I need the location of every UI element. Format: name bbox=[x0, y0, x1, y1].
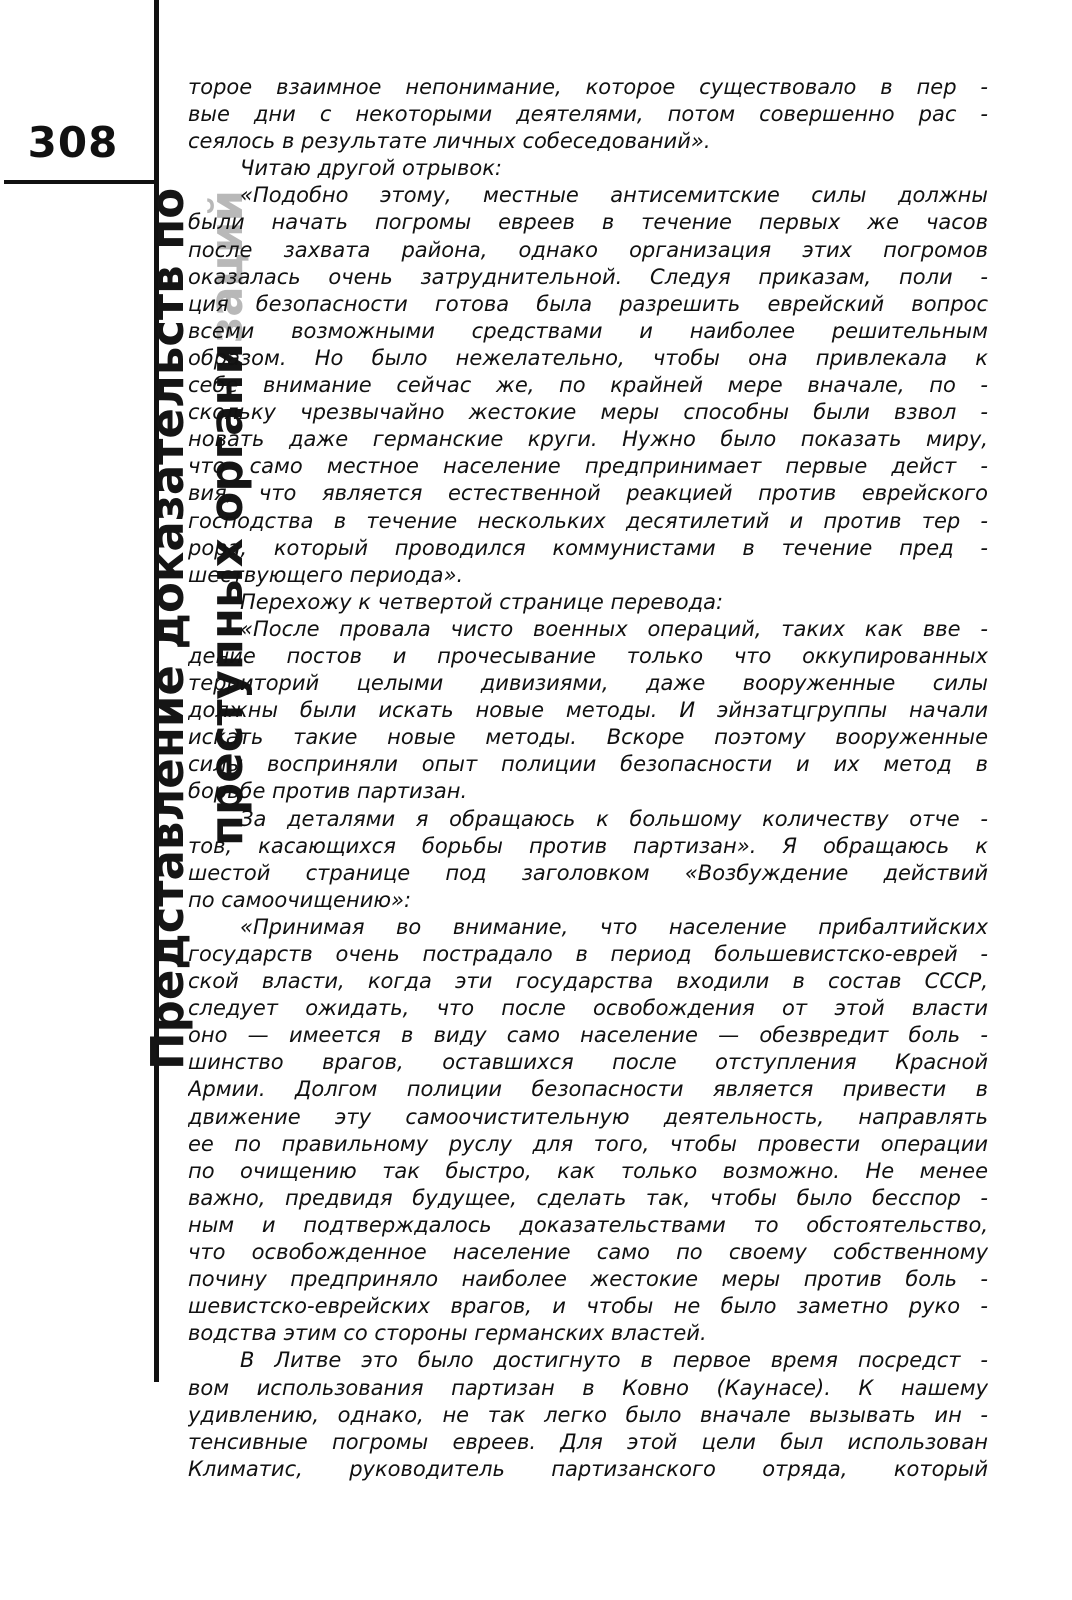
page-number: 308 bbox=[27, 118, 119, 167]
running-head-line-2-faded: заций bbox=[200, 190, 253, 343]
text-line: В Литве это было достигнуто в первое время посредст - bbox=[240, 1348, 988, 1373]
text-line: что освобожденное население само по своему собственному bbox=[188, 1240, 988, 1265]
text-line: новать даже германские круги. Нужно было показать миру, bbox=[188, 427, 988, 452]
page-number-rule bbox=[4, 180, 154, 184]
text-line: вия, что является естественной реакцией против еврейского bbox=[188, 481, 988, 506]
text-line: должны были искать новые методы. И эйнзатцгруппы начали bbox=[188, 698, 988, 723]
text-line: «Подобно этому, местные антисемитские силы должны bbox=[240, 183, 988, 208]
text-line: ской власти, когда эти государства входили в состав СССР, bbox=[188, 969, 988, 994]
text-line: водства этим со стороны германских властей. bbox=[188, 1321, 707, 1346]
text-line: удивлению, однако, не так легко было вначале вызывать ин - bbox=[188, 1402, 988, 1427]
text-line: рора, который проводился коммунистами в течение пред - bbox=[188, 535, 988, 560]
text-line: силы восприняли опыт полиции безопасности и их метод в bbox=[188, 752, 988, 777]
text-line: государств очень пострадало в период большевистско-еврей - bbox=[188, 942, 988, 966]
running-head-line-2-main: преступных органи bbox=[200, 342, 253, 847]
text-line: Климатис, руководитель партизанского отряда, который bbox=[188, 1456, 988, 1481]
text-line: по самоочищению»: bbox=[188, 887, 412, 912]
text-line: Армии. Долгом полиции безопасности является привести в bbox=[188, 1077, 988, 1102]
text-line: оно — имеется в виду само население — обезвредит боль - bbox=[188, 1023, 988, 1048]
text-line: «После провала чисто военных операций, таких как вве - bbox=[240, 616, 988, 641]
text-line: тенсивные погромы евреев. Для этой цели был использован bbox=[188, 1429, 988, 1454]
text-line: Перехожу к четвертой странице перевода: bbox=[240, 589, 724, 614]
text-block bbox=[188, 74, 988, 1483]
text-line: сеялось в результате личных собеседований». bbox=[188, 129, 711, 154]
text-line: были начать погромы евреев в течение первых же часов bbox=[188, 210, 988, 235]
text-line: шевистско-еврейских врагов, и чтобы не было заметно руко - bbox=[188, 1294, 988, 1319]
text-line: территорий целыми дивизиями, даже вооруженные силы bbox=[188, 671, 988, 696]
running-head bbox=[20, 187, 253, 1070]
text-line: ным и подтверждалось доказательствами то обстоятельство, bbox=[188, 1212, 988, 1237]
text-line: по очищению так быстро, как только возможно. Не менее bbox=[188, 1158, 988, 1183]
text-line: господства в течение нескольких десятилетий и против тер - bbox=[188, 508, 988, 533]
text-line: шинство врагов, оставшихся после отступления Красной bbox=[188, 1050, 988, 1075]
text-line: вом использования партизан в Ковно (Каунасе). К нашему bbox=[188, 1375, 988, 1400]
running-head-line-1: Представление доказательств по bbox=[141, 187, 194, 1070]
text-line: скольку чрезвычайно жестокие меры способны были взвол - bbox=[188, 400, 988, 425]
text-line: себе внимание сейчас же, по крайней мере вначале, по - bbox=[188, 373, 988, 398]
text-line: ее по правильному руслу для того, чтобы провести операции bbox=[188, 1131, 988, 1156]
text-line: движение эту самоочистительную деятельность, направлять bbox=[188, 1104, 988, 1129]
text-line: всеми возможными средствами и наиболее решительным bbox=[188, 318, 988, 343]
text-line: торое взаимное непонимание, которое существовало в пер - bbox=[188, 75, 988, 99]
text-line: следует ожидать, что после освобождения от этой власти bbox=[188, 996, 988, 1021]
text-line: важно, предвидя будущее, сделать так, чтобы было бесспор - bbox=[188, 1185, 988, 1210]
text-line: дение постов и прочесывание только что оккупированных bbox=[188, 643, 988, 668]
text-line: Читаю другой отрывок: bbox=[240, 156, 502, 181]
text-line: шествующего периода». bbox=[188, 562, 464, 587]
text-line: образом. Но было нежелательно, чтобы она привлекала к bbox=[188, 345, 988, 370]
text-line: искать такие новые методы. Вскоре поэтому вооруженные bbox=[188, 725, 988, 750]
text-line: оказалась очень затруднительной. Следуя приказам, поли - bbox=[188, 264, 988, 289]
text-line: почину предприняло наиболее жестокие меры против боль - bbox=[188, 1267, 988, 1292]
text-line: «Принимая во внимание, что население прибалтийских bbox=[240, 914, 988, 939]
text-line: ция безопасности готова была разрешить еврейский вопрос bbox=[188, 291, 988, 316]
text-line: борьбе против партизан. bbox=[188, 779, 468, 804]
text-line: вые дни с некоторыми деятелями, потом совершенно рас - bbox=[188, 102, 988, 127]
text-line: шестой странице под заголовком «Возбуждение действий bbox=[188, 860, 988, 885]
text-line: тов, касающихся борьбы против партизан». Я обращаюсь к bbox=[188, 833, 988, 858]
text-line: За деталями я обращаюсь к большому количеству отче - bbox=[240, 806, 988, 831]
text-line: после захвата района, однако организация этих погромов bbox=[188, 237, 988, 262]
text-line: что само местное население предпринимает первые дейст - bbox=[188, 454, 988, 479]
